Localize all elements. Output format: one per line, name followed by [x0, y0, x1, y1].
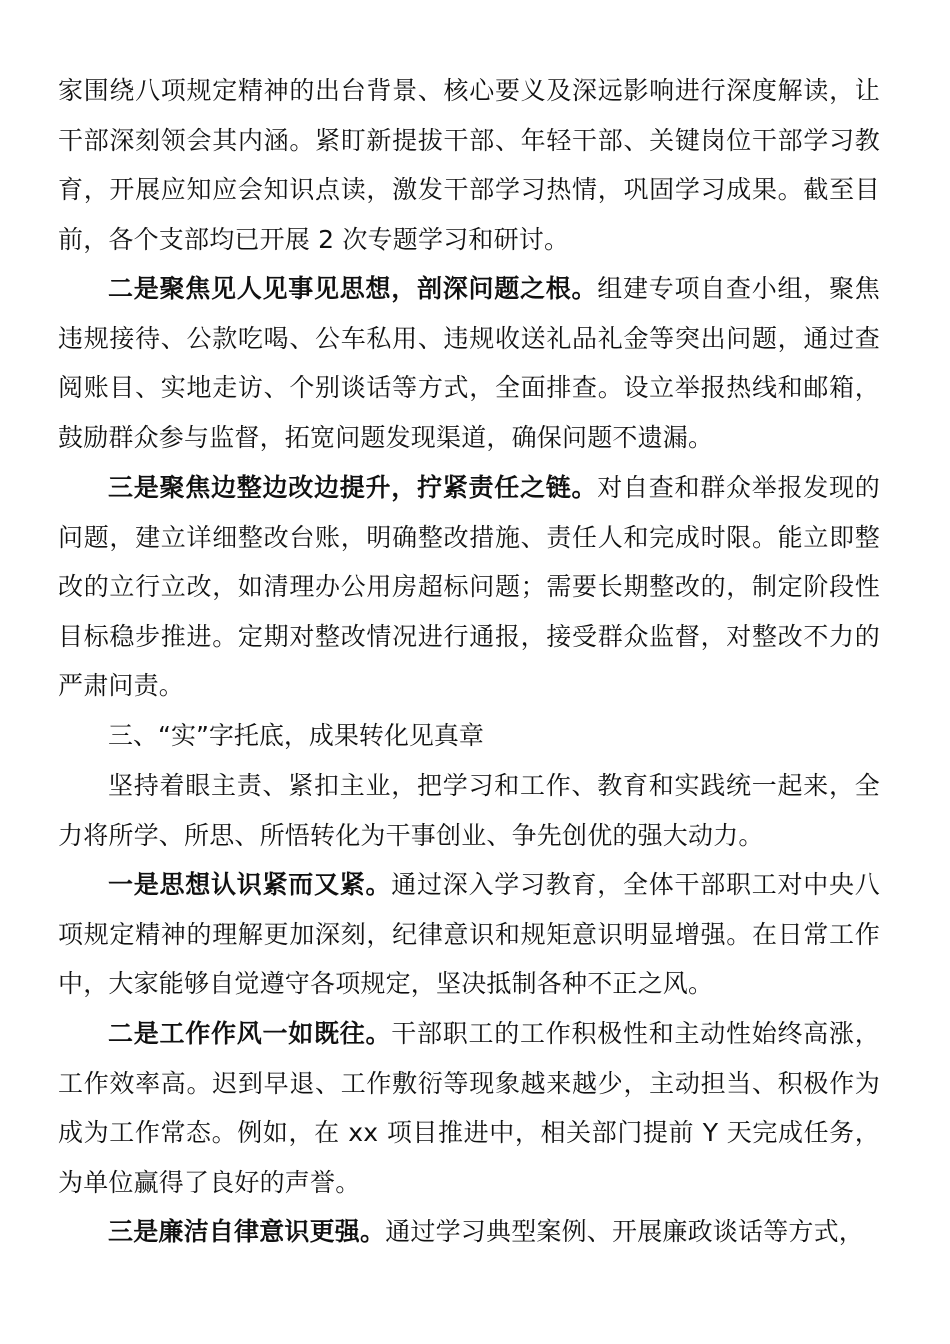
paragraph-2-lead: 二是聚焦见人见事见思想，剖深问题之根。: [108, 274, 598, 303]
paragraph-4-text: 坚持着眼主责、紧扣主业，把学习和工作、教育和实践统一起来，全力将所学、所思、所悟转化为干事创业、争先创优的强大动力。: [58, 771, 880, 850]
paragraph-7-text: 通过学习典型案例、开展廉政谈话等方式，: [385, 1217, 865, 1246]
paragraph-3: [58, 463, 880, 711]
paragraph-6: [58, 1009, 880, 1207]
paragraph-5-lead: 一是思想认识紧而又紧。: [108, 870, 392, 899]
paragraph-5: [58, 860, 880, 1009]
paragraph-7: [58, 1207, 880, 1257]
paragraph-3-text: 对自查和群众举报发现的问题，建立详细整改台账，明确整改措施、责任人和完成时限。能立即整改的立行立改，如清理办公用房超标问题；需要长期整改的，制定阶段性目标稳步推进。定期对整改情况进行通报，接受群众监督，对整改不力的严肃问责。: [58, 473, 880, 701]
paragraph-6-text: 干部职工的工作积极性和主动性始终高涨，工作效率高。迟到早退、工作敷衍等现象越来越少，主动担当、积极作为成为工作常态。例如，在 xx 项目推进中，相关部门提前 Y 天完成任务，为单位赢得了良好的声誉。: [58, 1019, 880, 1197]
paragraph-6-lead: 二是工作作风一如既往。: [108, 1019, 392, 1048]
paragraph-1: [58, 66, 880, 264]
paragraph-4: [58, 761, 880, 860]
paragraph-2: [58, 264, 880, 462]
section-heading: 三、“实”字托底，成果转化见真章: [108, 721, 484, 750]
paragraph-3-lead: 三是聚焦边整边改边提升，拧紧责任之链。: [108, 473, 598, 502]
paragraph-1-text: 家围绕八项规定精神的出台背景、核心要义及深远影响进行深度解读，让干部深刻领会其内涵。紧盯新提拔干部、年轻干部、关键岗位干部学习教育，开展应知应会知识点读，激发干部学习热情，巩固学习成果。截至目前，各个支部均已开展 2 次专题学习和研讨。: [58, 76, 880, 254]
paragraph-5-text: 通过深入学习教育，全体干部职工对中央八项规定精神的理解更加深刻，纪律意识和规矩意识明显增强。在日常工作中，大家能够自觉遵守各项规定，坚决抵制各种不正之风。: [58, 870, 880, 999]
paragraph-7-lead: 三是廉洁自律意识更强。: [108, 1217, 386, 1246]
paragraph-2-text: 组建专项自查小组，聚焦违规接待、公款吃喝、公车私用、违规收送礼品礼金等突出问题，通过查阅账目、实地走访、个别谈话等方式，全面排查。设立举报热线和邮箱，鼓励群众参与监督，拓宽问题发现渠道，确保问题不遗漏。: [58, 274, 880, 452]
